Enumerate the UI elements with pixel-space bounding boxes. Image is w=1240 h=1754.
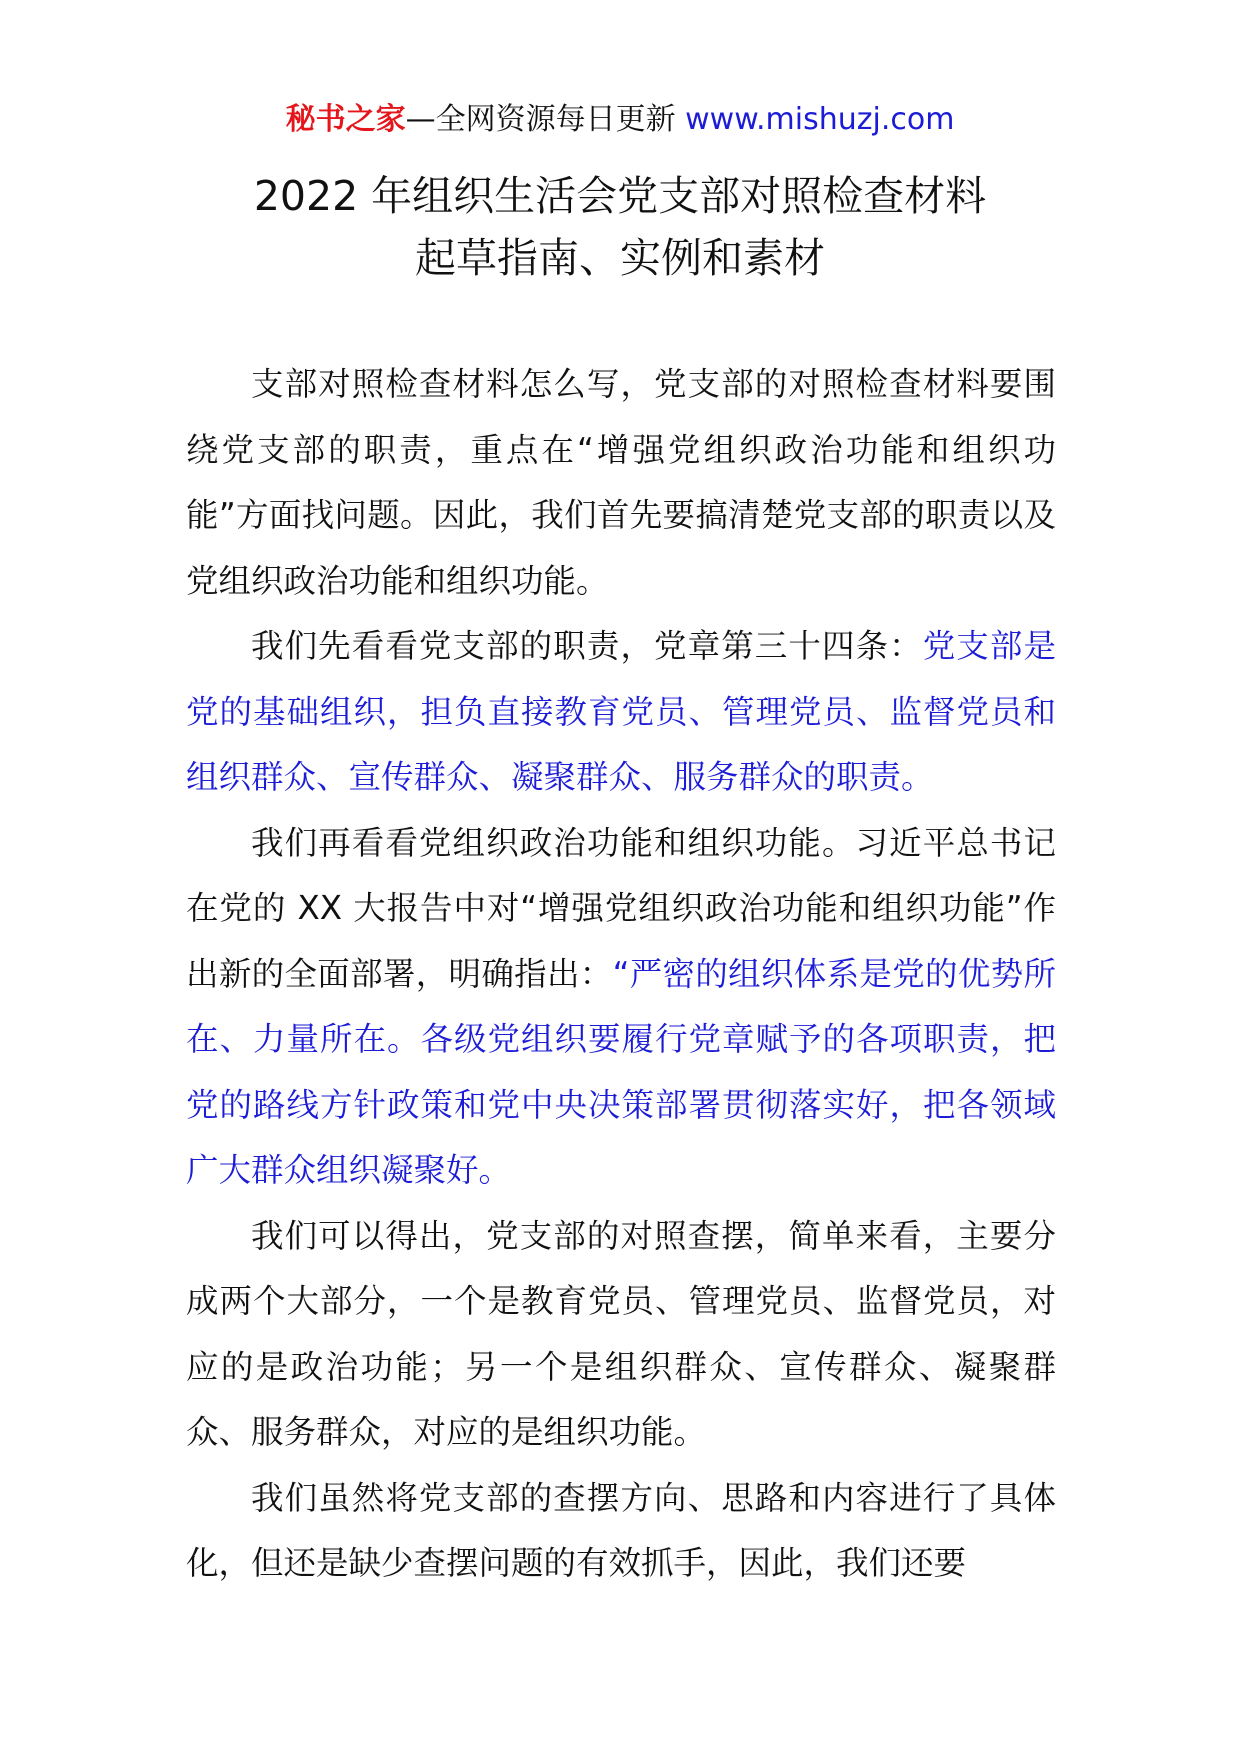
paragraph-text: 我们虽然将党支部的查摆方向、思路和内容进行了具体化，但还是缺少查摆问题的有效抓手，因此，我们还要 bbox=[186, 1478, 1056, 1582]
title-line-2: 起草指南、实例和素材 bbox=[415, 234, 825, 282]
paragraph-text: 支部对照检查材料怎么写，党支部的对照检查材料要围绕党支部的职责，重点在“增强党组织政治功能和组织功能”方面找问题。因此，我们首先要搞清楚党支部的职责以及党组织政治功能和组织功能。 bbox=[186, 365, 1056, 600]
quoted-highlight: 党支部是党的基础组织，担负直接教育党员、管理党员、监督党员和组织群众、宣传群众、凝聚群众、服务群众的职责。 bbox=[186, 627, 1056, 796]
title-line-1: 2022 年组织生活会党支部对照检查材料 bbox=[253, 172, 987, 220]
site-url-link[interactable]: www.mishuzj.com bbox=[685, 102, 955, 137]
paragraph-text: 我们可以得出，党支部的对照查摆，简单来看，主要分成两个大部分，一个是教育党员、管理党员、监督党员，对应的是政治功能；另一个是组织群众、宣传群众、凝聚群众、服务群众，对应的是组织功能。 bbox=[186, 1216, 1056, 1451]
paragraph-text: 我们再看看党组织政治功能和组织功能。习近平总书记在党的 XX 大报告中对“增强党组织政治功能和组织功能”作出新的全面部署，明确指出： bbox=[186, 823, 1056, 993]
paragraph-text: 我们先看看党支部的职责，党章第三十四条： bbox=[251, 627, 923, 665]
paragraph bbox=[186, 1466, 1056, 1597]
paragraph bbox=[186, 614, 1056, 811]
document-body bbox=[186, 352, 1056, 1597]
paragraph bbox=[186, 1204, 1056, 1466]
quoted-highlight: “严密的组织体系是党的优势所在、力量所在。各级党组织要履行党章赋予的各项职责，把党的路线方针政策和党中央决策部署贯彻落实好，把各领域广大群众组织凝聚好。 bbox=[186, 954, 1056, 1189]
site-name: 秘书之家 bbox=[285, 102, 406, 137]
site-header bbox=[0, 100, 1240, 140]
document-title bbox=[0, 165, 1240, 289]
paragraph bbox=[186, 352, 1056, 614]
paragraph bbox=[186, 811, 1056, 1204]
site-slogan: —全网资源每日更新 bbox=[405, 102, 686, 137]
